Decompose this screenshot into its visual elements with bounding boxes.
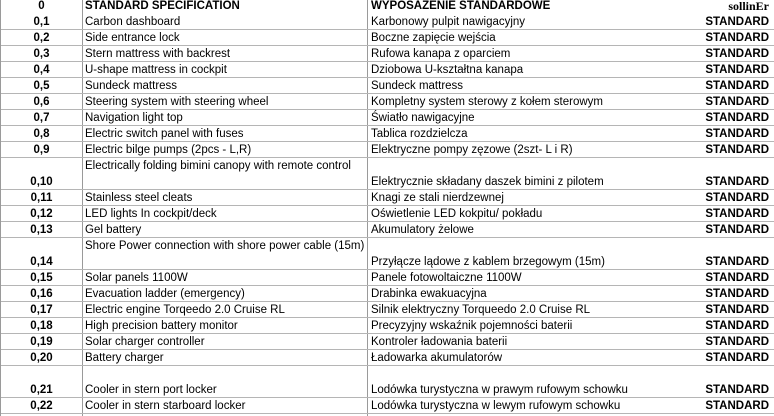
- row-status: STANDARD: [705, 272, 769, 284]
- row-number: 0,19: [30, 336, 53, 348]
- table-row: [1, 238, 774, 270]
- row-divider: [1, 365, 774, 366]
- row-spec: Steering system with steering wheel: [85, 96, 269, 108]
- table-row: [1, 62, 774, 78]
- table-row: [1, 350, 774, 366]
- row-status: STANDARD: [705, 96, 769, 108]
- header-no: 0: [38, 0, 45, 12]
- row-number: 0,4: [33, 64, 50, 76]
- row-wyposazenie: Silnik elektryczny Torqueedo 2.0 Cruise RL: [371, 304, 591, 316]
- row-spec: Electrically folding bimini canopy with remote control: [85, 160, 351, 172]
- row-wyposazenie: Oświetlenie LED kokpitu/ pokładu: [371, 208, 543, 220]
- row-number: 0,20: [30, 352, 53, 364]
- row-number: 0,1: [33, 16, 50, 28]
- table-row: [1, 302, 774, 318]
- row-spec: Gel battery: [85, 224, 142, 236]
- row-spec: Navigation light top: [85, 112, 183, 124]
- row-spec: Stainless steel cleats: [85, 192, 193, 204]
- table-row: [1, 46, 774, 62]
- row-spec: Solar charger controller: [85, 336, 205, 348]
- row-wyposazenie: Elektryczne pompy zęzowe (2szt- L i R): [371, 144, 573, 156]
- row-spec: Electric bilge pumps (2pcs - L,R): [85, 144, 252, 156]
- row-number: 0,14: [30, 256, 53, 268]
- row-wyposazenie: Kompletny system sterowy z kołem sterowym: [371, 96, 603, 108]
- row-status: STANDARD: [705, 256, 769, 268]
- table-row: [1, 142, 774, 158]
- row-number: 0,8: [33, 128, 50, 140]
- row-spec: Cooler in stern starboard locker: [85, 400, 246, 412]
- table-row: [1, 286, 774, 302]
- row-wyposazenie: Knagi ze stali nierdzewnej: [371, 192, 504, 204]
- row-number: 0,5: [33, 80, 50, 92]
- table-row: [1, 14, 774, 30]
- row-wyposazenie: Karbonowy pulpit nawigacyjny: [371, 16, 526, 28]
- row-wyposazenie: Drabinka ewakuacyjna: [371, 288, 487, 300]
- table-row: [1, 94, 774, 110]
- row-status: STANDARD: [705, 80, 769, 92]
- row-number: 0,16: [30, 288, 53, 300]
- table-row: [1, 158, 774, 190]
- row-status: STANDARD: [705, 48, 769, 60]
- row-wyposazenie: Elektrycznie składany daszek bimini z pilotem: [371, 176, 604, 188]
- row-status: STANDARD: [705, 192, 769, 204]
- table-row: [1, 78, 774, 94]
- row-wyposazenie: Ładowarka akumulatorów: [371, 352, 503, 364]
- table-row: [1, 126, 774, 142]
- row-divider: [1, 413, 774, 414]
- row-number: 0,21: [30, 384, 53, 396]
- header-wyposazenie: WYPOSAZENIE STANDARDOWE: [371, 0, 551, 12]
- table-row: [1, 398, 774, 414]
- row-spec: Carbon dashboard: [85, 16, 181, 28]
- row-wyposazenie: Panele fotowoltaiczne 1100W: [371, 272, 522, 284]
- table-row: [1, 190, 774, 206]
- row-status: STANDARD: [705, 336, 769, 348]
- row-status: STANDARD: [705, 288, 769, 300]
- row-number: 0,7: [33, 112, 50, 124]
- row-spec: Side entrance lock: [85, 32, 180, 44]
- row-spec: U-shape mattress in cockpit: [85, 64, 227, 76]
- row-status: STANDARD: [705, 224, 769, 236]
- table-row: [1, 318, 774, 334]
- header-brand: sollinEr: [728, 0, 769, 13]
- row-status: STANDARD: [705, 128, 769, 140]
- row-status: STANDARD: [705, 384, 769, 396]
- row-wyposazenie: Przyłącze lądowe z kablem brzegowym (15m): [371, 256, 605, 268]
- row-wyposazenie: Kontroler ładowania baterii: [371, 336, 508, 348]
- row-wyposazenie: Lodówka turystyczna w prawym rufowym schowku: [371, 384, 628, 396]
- row-spec: LED lights In cockpit/deck: [85, 208, 217, 220]
- row-status: STANDARD: [705, 32, 769, 44]
- header-spec: STANDARD SPECIFICATION: [85, 0, 240, 12]
- row-number: 0,12: [30, 208, 53, 220]
- row-status: STANDARD: [705, 16, 769, 28]
- row-number: 0,9: [33, 144, 50, 156]
- row-spec: Evacuation ladder (emergency): [85, 288, 245, 300]
- row-wyposazenie: Światło nawigacyjne: [371, 112, 475, 124]
- row-wyposazenie: Boczne zapięcie wejścia: [371, 32, 496, 44]
- row-status: STANDARD: [705, 400, 769, 412]
- row-wyposazenie: Dziobowa U-kształtna kanapa: [371, 64, 524, 76]
- row-status: STANDARD: [705, 352, 769, 364]
- row-spec: Sundeck mattress: [85, 80, 178, 92]
- row-spec: Shore Power connection with shore power cable (15m): [85, 240, 365, 252]
- row-number: 0,11: [30, 192, 53, 204]
- table-row: [1, 110, 774, 126]
- row-number: 0,17: [30, 304, 53, 316]
- row-spec: Electric engine Torqeedo 2.0 Cruise RL: [85, 304, 285, 316]
- row-number: 0,18: [30, 320, 53, 332]
- row-wyposazenie: Precyzyjny wskaźnik pojemności baterii: [371, 320, 573, 332]
- row-status: STANDARD: [705, 112, 769, 124]
- row-spec: Stern mattress with backrest: [85, 48, 231, 60]
- row-spec: Cooler in stern port locker: [85, 384, 217, 396]
- row-wyposazenie: Akumulatory żelowe: [371, 224, 474, 236]
- row-status: STANDARD: [705, 320, 769, 332]
- row-number: 0,6: [33, 96, 50, 108]
- row-status: STANDARD: [705, 304, 769, 316]
- row-number: 0,10: [30, 176, 53, 188]
- row-status: STANDARD: [705, 64, 769, 76]
- table-header: [1, 0, 774, 14]
- row-wyposazenie: Lodówka turystyczna w lewym rufowym schowku: [371, 400, 621, 412]
- row-number: 0,2: [33, 32, 50, 44]
- row-number: 0,15: [30, 272, 53, 284]
- row-status: STANDARD: [705, 144, 769, 156]
- row-number: 0,3: [33, 48, 50, 60]
- table-row: [1, 206, 774, 222]
- row-status: STANDARD: [705, 176, 769, 188]
- row-number: 0,13: [30, 224, 53, 236]
- row-spec: Electric switch panel with fuses: [85, 128, 244, 140]
- row-number: 0,22: [30, 400, 53, 412]
- row-wyposazenie: Rufowa kanapa z oparciem: [371, 48, 511, 60]
- row-spec: High precision battery monitor: [85, 320, 238, 332]
- row-wyposazenie: Sundeck mattress: [371, 80, 464, 92]
- table-row: [1, 382, 774, 398]
- table-row: [1, 222, 774, 238]
- table-row: [1, 270, 774, 286]
- row-spec: Solar panels 1100W: [85, 272, 188, 284]
- row-status: STANDARD: [705, 208, 769, 220]
- row-spec: Battery charger: [85, 352, 164, 364]
- row-wyposazenie: Tablica rozdzielcza: [371, 128, 468, 140]
- table-row: [1, 30, 774, 46]
- table-row: [1, 334, 774, 350]
